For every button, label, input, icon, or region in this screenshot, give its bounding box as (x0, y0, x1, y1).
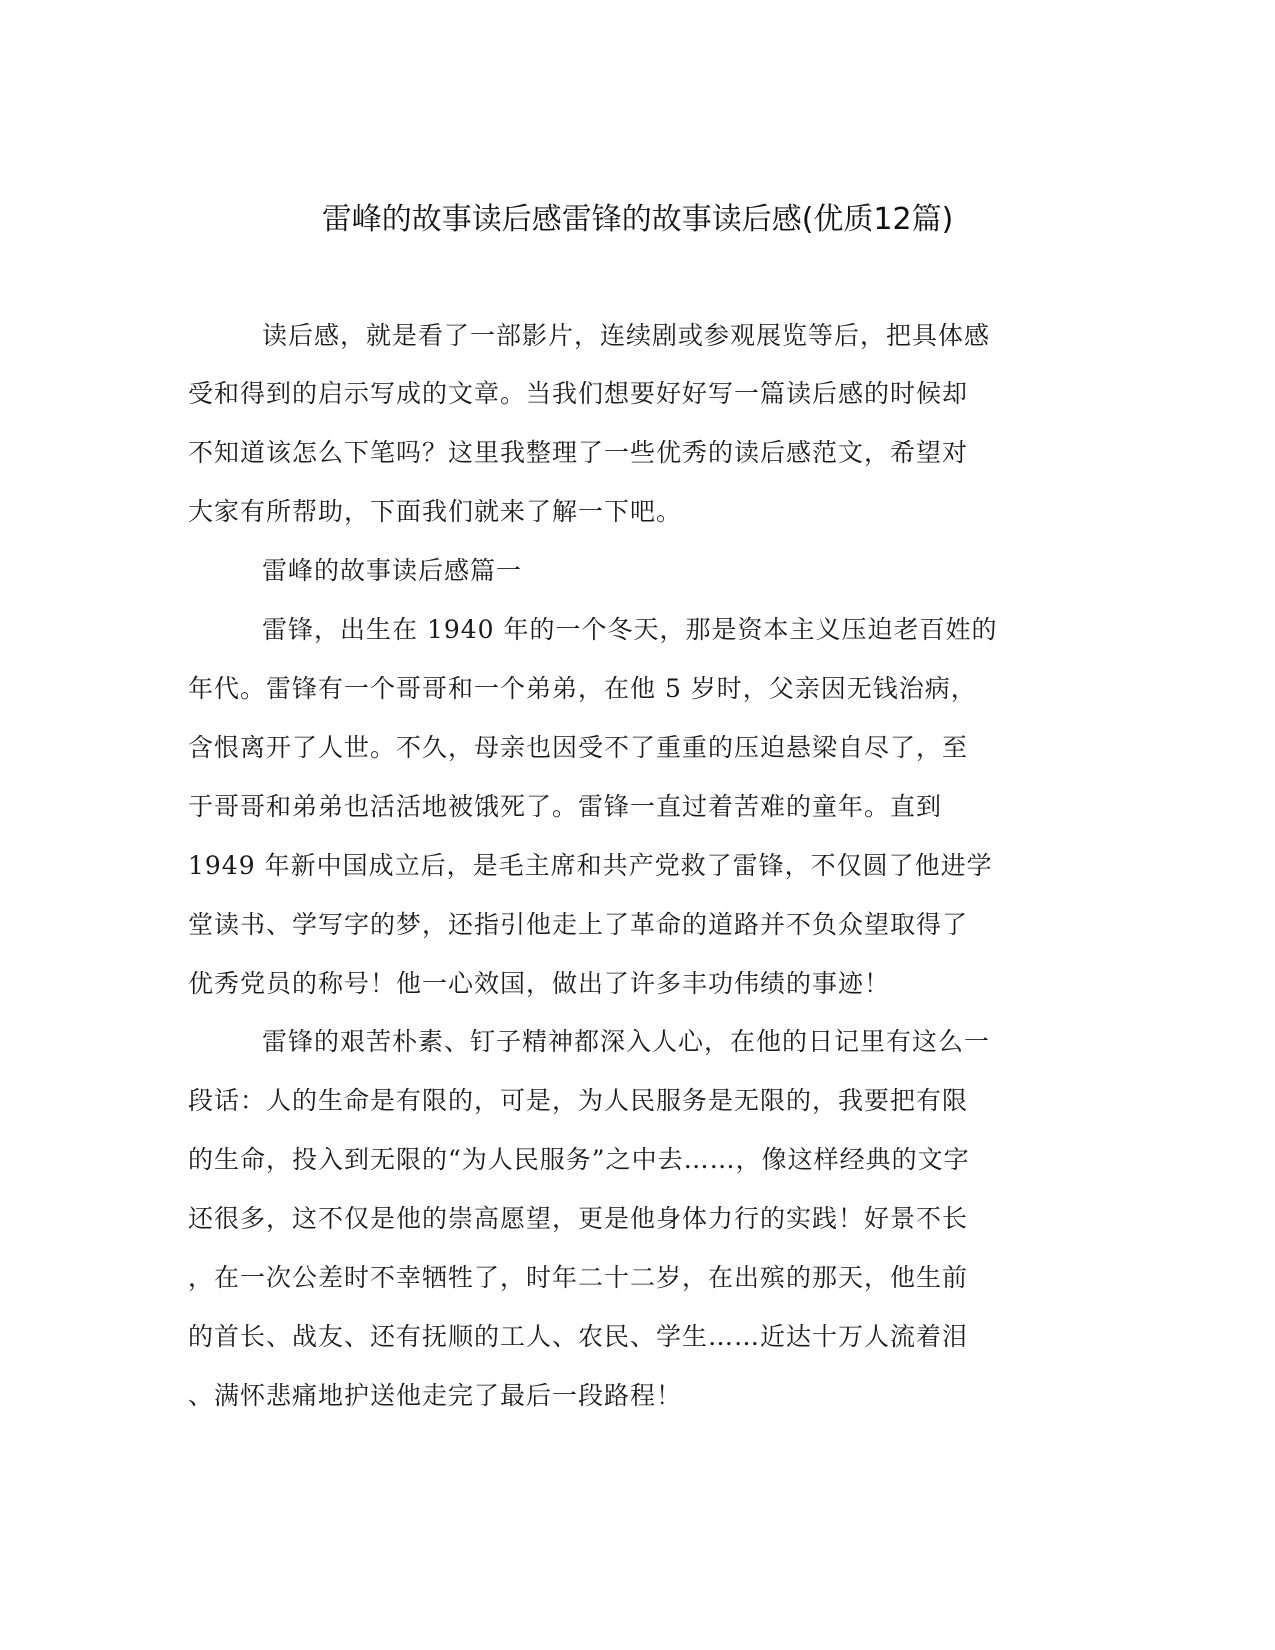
paragraph-line: 雷锋的艰苦朴素、钉子精神都深入人心，在他的日记里有这么一 (262, 1027, 991, 1056)
paragraph-line: 、满怀悲痛地护送他走完了最后一段路程！ (188, 1381, 683, 1410)
paragraph-line: 含恨离开了人世。不久，母亲也因受不了重重的压迫悬梁自尽了，至 (188, 733, 969, 762)
paragraph-line: 受和得到的启示写成的文章。当我们想要好好写一篇读后感的时候却 (188, 379, 969, 408)
paragraph-line: 1949 年新中国成立后，是毛主席和共产党救了雷锋，不仅圆了他进学 (188, 851, 993, 880)
paragraph-line: 段话：人的生命是有限的，可是，为人民服务是无限的，我要把有限 (188, 1086, 969, 1115)
paragraph-line: 的生命，投入到无限的“为人民服务”之中去……，像这样经典的文字 (188, 1145, 970, 1174)
paragraph-line: 优秀党员的称号！他一心效国，做出了许多丰功伟绩的事迹！ (188, 969, 891, 998)
paragraph-line: 雷锋，出生在 1940 年的一个冬天，那是资本主义压迫老百姓的 (262, 615, 998, 644)
paragraph-line: 读后感，就是看了一部影片，连续剧或参观展览等后，把具体感 (262, 321, 991, 350)
paragraph-line: 堂读书、学写字的梦，还指引他走上了革命的道路并不负众望取得了 (188, 910, 969, 939)
document-title: 雷峰的故事读后感雷锋的故事读后感(优质12篇) (321, 202, 954, 237)
section-heading: 雷峰的故事读后感篇一 (262, 556, 523, 585)
paragraph-line: 年代。雷锋有一个哥哥和一个弟弟，在他 5 岁时，父亲因无钱治病， (188, 674, 977, 703)
paragraph-line: 于哥哥和弟弟也活活地被饿死了。雷锋一直过着苦难的童年。直到 (188, 792, 943, 821)
paragraph-line: 还很多，这不仅是他的崇高愿望，更是他身体力行的实践！好景不长 (188, 1204, 969, 1233)
paragraph-line: 的首长、战友、还有抚顺的工人、农民、学生……近达十万人流着泪 (188, 1322, 969, 1351)
paragraph-line: 不知道该怎么下笔吗？这里我整理了一些优秀的读后感范文，希望对 (188, 438, 969, 467)
paragraph-line: 大家有所帮助，下面我们就来了解一下吧。 (188, 497, 683, 526)
paragraph-line: ，在一次公差时不幸牺牲了，时年二十二岁，在出殡的那天，他生前 (188, 1263, 969, 1292)
